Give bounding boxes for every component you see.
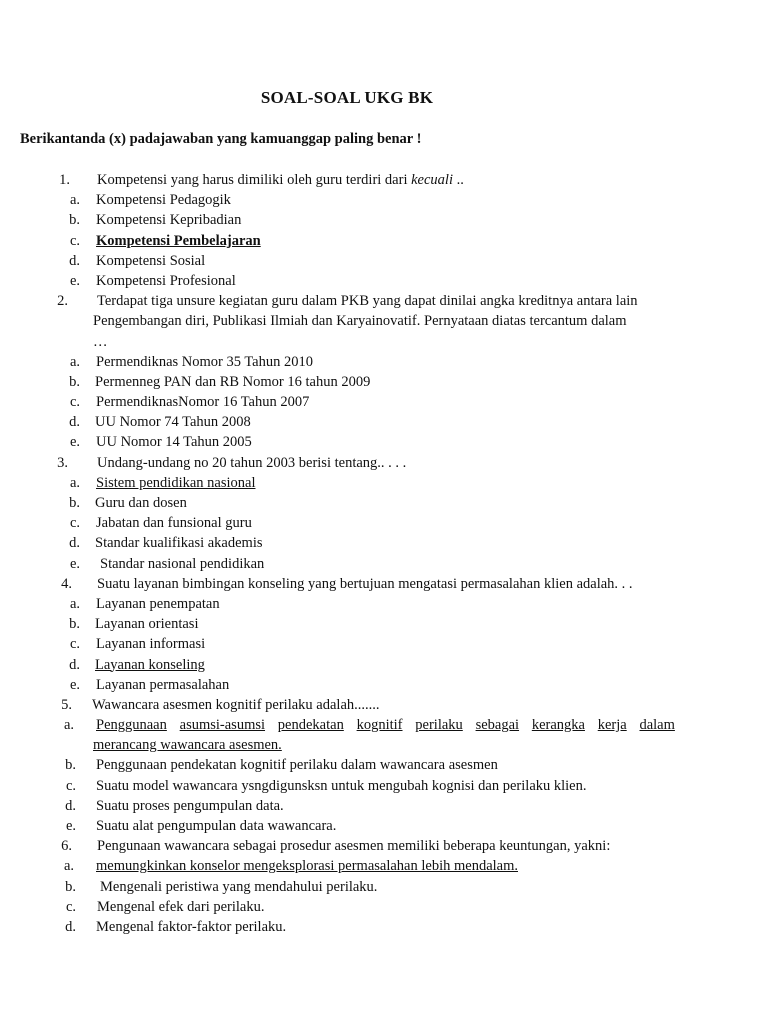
option-2a: a. Permendiknas Nomor 35 Tahun 2010	[69, 353, 313, 370]
option-3e: e. Standar nasional pendidikan	[69, 555, 265, 572]
question-1	[0, 170, 768, 190]
option-5b: b. Penggunaan pendekatan kognitif perilaku dalam wawancara asesmen	[65, 757, 498, 774]
question-5: 5. Wawancara asesmen kognitif perilaku adalah.......	[61, 696, 380, 713]
question-6: 6. Pengunaan wawancara sebagai prosedur asesmen memiliki beberapa keuntungan, yakni:	[61, 838, 611, 855]
option-2c: c. PermendiknasNomor 16 Tahun 2007	[69, 394, 310, 411]
option-6b: b. Mengenali peristiwa yang mendahului perilaku.	[65, 878, 378, 895]
page-title: SOAL-SOAL UKG BK	[260, 88, 434, 107]
option-6a-answer: a. memungkinkan konselor mengeksplorasi permasalahan lebih mendalam.	[63, 858, 518, 875]
question-list	[0, 170, 768, 937]
option-5d: d. Suatu proses pengumpulan data.	[65, 797, 284, 814]
option-4c: c. Layanan informasi	[69, 636, 206, 653]
option-word: dalam	[639, 717, 675, 734]
option-3b: b. Guru dan dosen	[69, 495, 187, 511]
option-6c: c. Mengenal efek dari perilaku.	[65, 898, 265, 915]
option-3a-answer: a. Sistem pendidikan nasional	[69, 474, 256, 491]
question-2-cont: Pengembangan diri, Publikasi Ilmiah dan Karyainovatif. Pernyataan diatas tercantum dalam	[93, 313, 627, 330]
option-1a: a. Kompetensi Pedagogik	[69, 192, 231, 209]
question-number: 1.	[59, 172, 70, 188]
option-2e: e. UU Nomor 14 Tahun 2005	[69, 434, 252, 451]
option-3c: c. Jabatan dan funsional guru	[69, 515, 252, 532]
option-word: pendekatan	[277, 717, 344, 734]
option-word: kognitif	[356, 717, 403, 734]
option-5a-cont: merancang wawancara asesmen.	[93, 737, 282, 754]
option-word: asumsi-asumsi	[179, 717, 266, 734]
option-4b: b. Layanan orientasi	[69, 616, 199, 633]
question-2: 2. Terdapat tiga unsure kegiatan guru dalam PKB yang dapat dinilai angka kreditnya antara lain	[57, 293, 638, 310]
option-5a-answer: a. Penggunaan asumsi-asumsi pendekatan kognitif perilaku sebagai kerangka kerja dalam	[63, 717, 675, 734]
option-text-justified	[96, 715, 675, 735]
option-4e: e. Layanan permasalahan	[69, 676, 230, 693]
option-1e: e. Kompetensi Profesional	[69, 272, 236, 289]
option-4a: a. Layanan penempatan	[69, 595, 220, 612]
option-5c: c. Suatu model wawancara ysngdigunsksn untuk mengubah kognisi dan perilaku klien.	[65, 777, 587, 794]
question-text: Kompetensi yang harus dimiliki oleh guru terdiri dari kecuali ..	[97, 172, 464, 188]
option-word: kerangka	[531, 717, 585, 734]
question-text: Suatu layanan bimbingan konseling yang bertujuan mengatasi permasalahan klien adalah. . .	[97, 575, 633, 592]
option-1d: d. Kompetensi Sosial	[69, 252, 206, 269]
question-2-cont: …	[93, 333, 108, 350]
question-text: Terdapat tiga unsure kegiatan guru dalam PKB yang dapat dinilai angka kreditnya antara lain	[97, 293, 638, 310]
option-3d: d. Standar kualifikasi akademis	[69, 535, 263, 552]
option-4d-answer: d. Layanan konseling	[69, 656, 205, 673]
question-text: Undang-undang no 20 tahun 2003 berisi tentang.. . . .	[97, 454, 407, 471]
option-1b: b. Kompetensi Kepribadian	[69, 212, 242, 229]
option-2d: d. UU Nomor 74 Tahun 2008	[69, 414, 251, 431]
option-word: kerja	[597, 717, 627, 734]
question-text: Wawancara asesmen kognitif perilaku adalah.......	[92, 696, 380, 713]
question-text: Pengunaan wawancara sebagai prosedur asesmen memiliki beberapa keuntungan, yakni:	[97, 838, 611, 855]
option-word: perilaku	[415, 717, 463, 734]
question-3: 3. Undang-undang no 20 tahun 2003 berisi tentang.. . . .	[57, 454, 407, 471]
option-2b: b. Permenneg PAN dan RB Nomor 16 tahun 2009	[69, 373, 371, 390]
option-1c-answer: c. Kompetensi Pembelajaran	[69, 232, 261, 249]
option-word: Penggunaan	[96, 717, 167, 734]
option-5e: e. Suatu alat pengumpulan data wawancara.	[65, 818, 337, 834]
question-4: 4. Suatu layanan bimbingan konseling yang bertujuan mengatasi permasalahan klien adalah. . .	[61, 575, 633, 592]
option-word: sebagai	[475, 717, 520, 734]
option-6d: d. Mengenal faktor-faktor perilaku.	[65, 918, 287, 935]
instruction-text: Berikantanda (x) padajawaban yang kamuanggap paling benar !	[20, 131, 422, 147]
